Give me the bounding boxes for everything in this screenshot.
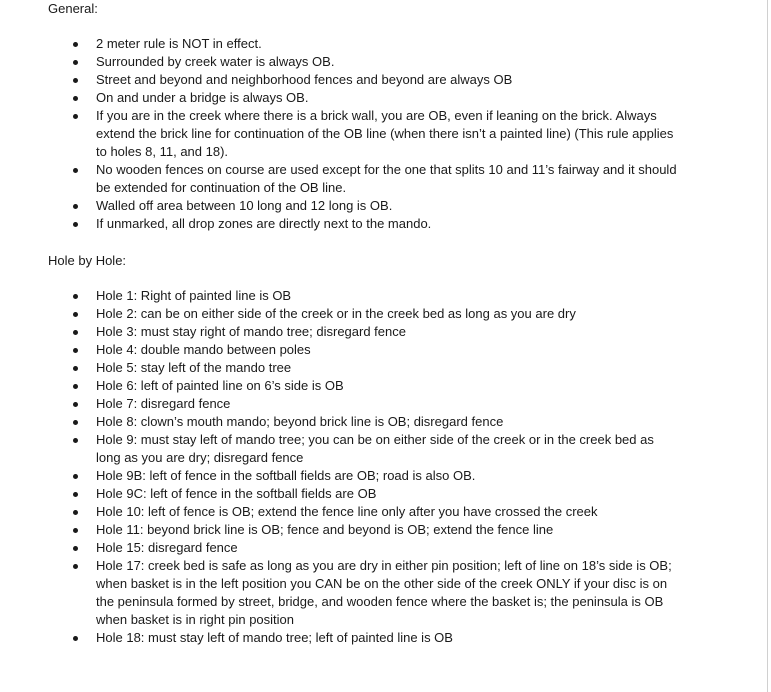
list-item: Street and beyond and neighborhood fences and beyond are always OB — [0, 71, 680, 89]
page-edge — [767, 0, 768, 692]
general-rules-list — [0, 35, 680, 233]
general-heading: General: — [48, 1, 98, 16]
list-item: Hole 4: double mando between poles — [0, 341, 680, 359]
list-item: Hole 11: beyond brick line is OB; fence and beyond is OB; extend the fence line — [0, 521, 680, 539]
list-item: Hole 1: Right of painted line is OB — [0, 287, 680, 305]
list-item: Hole 9B: left of fence in the softball fields are OB; road is also OB. — [0, 467, 680, 485]
list-item: Hole 8: clown’s mouth mando; beyond brick line is OB; disregard fence — [0, 413, 680, 431]
list-item: Hole 5: stay left of the mando tree — [0, 359, 680, 377]
list-item: Hole 15: disregard fence — [0, 539, 680, 557]
list-item: Hole 18: must stay left of mando tree; left of painted line is OB — [0, 629, 680, 647]
list-item: Hole 9: must stay left of mando tree; you can be on either side of the creek or in the creek bed as long as you are dry; disregard fence — [0, 431, 680, 467]
list-item: Hole 7: disregard fence — [0, 395, 680, 413]
list-item: Hole 9C: left of fence in the softball fields are OB — [0, 485, 680, 503]
list-item: 2 meter rule is NOT in effect. — [0, 35, 680, 53]
hole-by-hole-heading: Hole by Hole: — [48, 253, 127, 268]
list-item: On and under a bridge is always OB. — [0, 89, 680, 107]
list-item: Hole 17: creek bed is safe as long as you are dry in either pin position; left of line on 18’s side is OB; when basket is in the left position you CAN be on the other side of the creek ONLY if your disc is on the peninsula formed by street, bridge, and wooden fence where the basket is; the peninsula is OB when basket is in right pin position — [0, 557, 680, 629]
list-item: Surrounded by creek water is always OB. — [0, 53, 680, 71]
list-item: If unmarked, all drop zones are directly next to the mando. — [0, 215, 680, 233]
list-item: Hole 2: can be on either side of the creek or in the creek bed as long as you are dry — [0, 305, 680, 323]
list-item: No wooden fences on course are used except for the one that splits 10 and 11’s fairway and it should be extended for continuation of the OB line. — [0, 161, 680, 197]
list-item: Hole 10: left of fence is OB; extend the fence line only after you have crossed the creek — [0, 503, 680, 521]
list-item: Hole 3: must stay right of mando tree; disregard fence — [0, 323, 680, 341]
hole-rules-list — [0, 287, 680, 647]
list-item: If you are in the creek where there is a brick wall, you are OB, even if leaning on the brick. Always extend the brick line for continuation of the OB line (when there isn’t a painted line) (This rule applies to holes 8, 11, and 18). — [0, 107, 680, 161]
list-item: Hole 6: left of painted line on 6’s side is OB — [0, 377, 680, 395]
list-item: Walled off area between 10 long and 12 long is OB. — [0, 197, 680, 215]
